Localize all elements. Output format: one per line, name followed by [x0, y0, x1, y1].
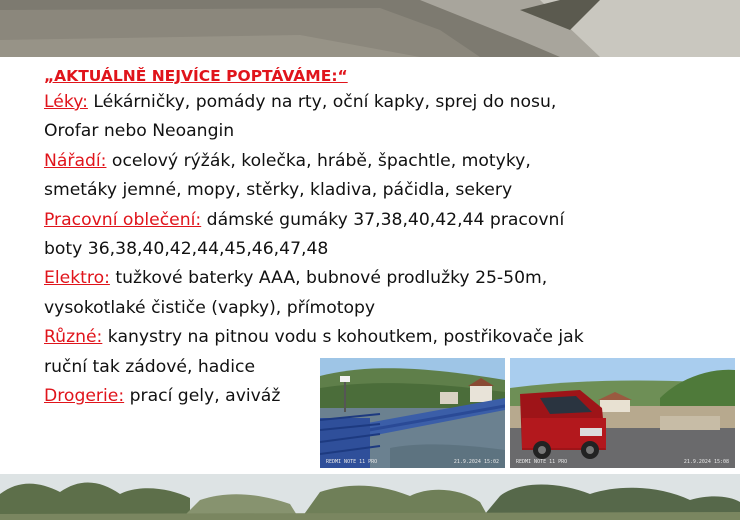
van-photo: [510, 358, 735, 468]
category-label: Léky:: [44, 92, 88, 112]
item-text: kanystry na pitnou vodu s kohoutkem, postřikovače jak: [102, 327, 584, 348]
item-text: Lékárničky, pomády na rty, oční kapky, sprej do nosu,: [87, 92, 557, 112]
list-item-ruzne: [44, 323, 734, 352]
list-item-elektro: [44, 264, 734, 293]
camera-stamp: REDMI NOTE 11 PRO: [516, 459, 568, 465]
category-label: Nářadí:: [44, 150, 107, 171]
riverbank-image: [0, 0, 740, 57]
list-item-continuation: vysokotlaké čističe (vapky), přímotopy: [44, 297, 376, 318]
date-stamp: 21.9.2024 15:02: [453, 459, 499, 465]
top-banner-photo: [0, 0, 740, 57]
van-image: [510, 358, 735, 468]
category-label: Různé:: [44, 327, 103, 348]
camera-stamp: REDMI NOTE 11 PRO: [326, 459, 378, 465]
category-label: Pracovní oblečení:: [44, 209, 202, 230]
list-item-pracovni-obleceni: [44, 206, 734, 235]
bottom-banner-photo: [0, 474, 740, 520]
trees-image: [0, 474, 740, 520]
list-item-continuation: boty 36,38,40,42,44,45,46,47,48: [44, 239, 329, 260]
bridge-image: [320, 358, 505, 468]
category-label: Elektro:: [44, 268, 110, 289]
item-text: dámské gumáky 37,38,40,42,44 pracovní: [201, 209, 565, 230]
list-item-continuation: smetáky jemné, mopy, stěrky, kladiva, páčidla, sekery: [44, 180, 513, 201]
list-item-naradi: [44, 147, 734, 176]
item-text: prací gely, aviváž: [124, 386, 281, 407]
bridge-photo: [320, 358, 505, 468]
category-label: Drogerie:: [44, 386, 125, 407]
headline: „AKTUÁLNĚ NEJVÍCE POPTÁVÁME:“: [44, 67, 348, 85]
list-item-continuation: Orofar nebo Neoangin: [44, 121, 235, 142]
list-item-leky: [44, 88, 734, 117]
item-text: ocelový rýžák, kolečka, hrábě, špachtle, motyky,: [106, 150, 531, 171]
list-item-continuation: ruční tak zádové, hadice: [44, 356, 256, 377]
item-text: tužkové baterky AAA, bubnové prodlužky 25-50m,: [109, 268, 548, 289]
date-stamp: 21.9.2024 15:08: [683, 459, 729, 465]
